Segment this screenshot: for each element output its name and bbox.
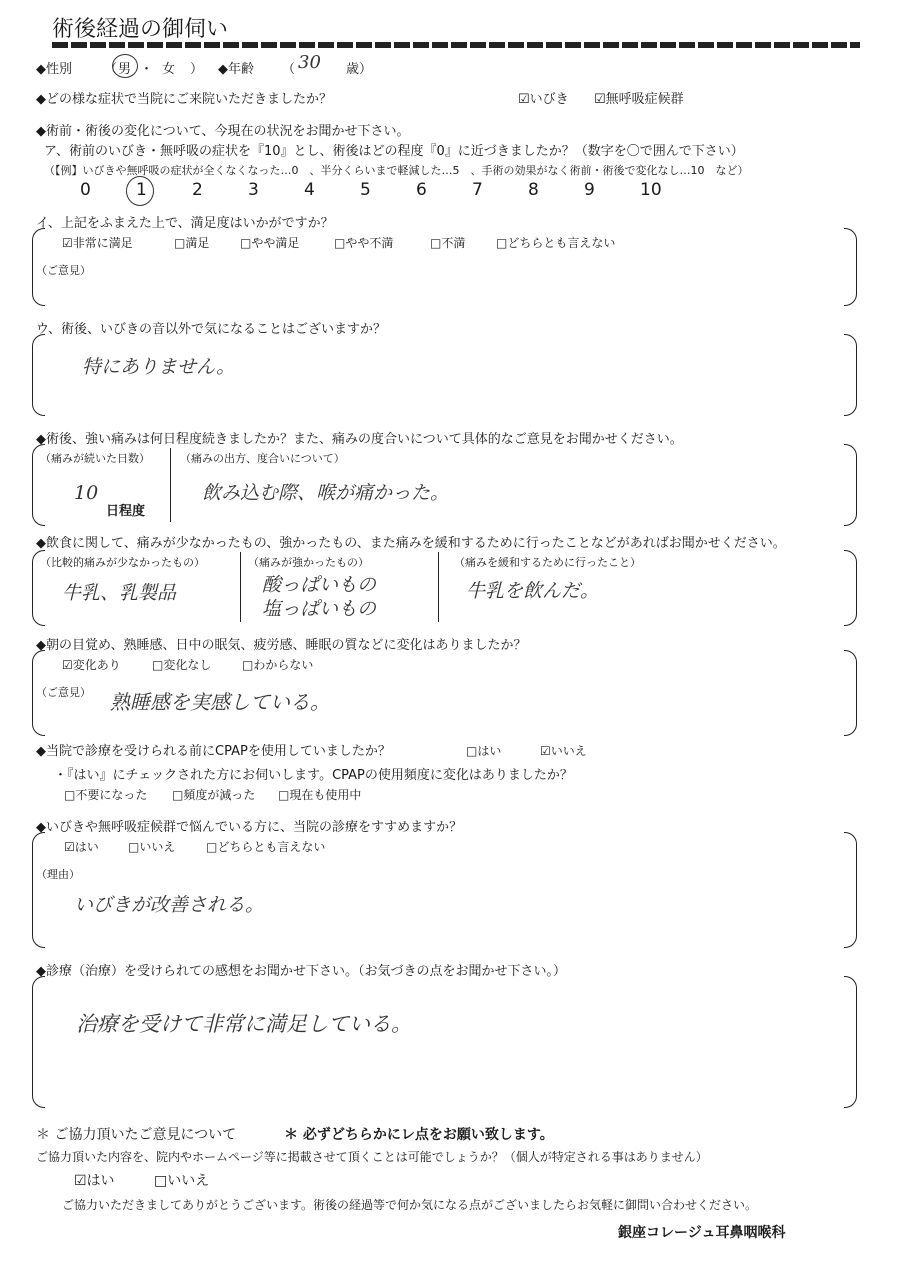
impression-answer[interactable]: 治療を受けて非常に満足している。 <box>76 1012 412 1036</box>
concern-question: ウ、術後、いびきの音以外で気になることはございますか？ <box>36 322 386 337</box>
recommend-option-no[interactable]: □いいえ <box>128 840 176 854</box>
clinic-name: 銀座コレージュ耳鼻咽喉科 <box>618 1225 786 1241</box>
cpap-sub-question: ・『はい』にチェックされた方にお伺いします。CPAPの使用頻度に変化はありましたか？ <box>54 768 573 783</box>
age-value[interactable]: 30 <box>298 52 321 73</box>
impression-bracket-left <box>32 976 45 1108</box>
recommend-option-yes[interactable]: ☑はい <box>64 840 99 854</box>
concern-answer[interactable]: 特にありません。 <box>82 356 236 378</box>
pain-days-unit: 日程度 <box>106 504 146 519</box>
footer-note-left: ＊ ご協力頂いたご意見について <box>36 1127 237 1143</box>
change-example: （【例】いびきや無呼吸の症状が全くなくなった…0 、半分くらいまで軽減した…5 、手術の効果がなく術前・術後で変化なし…10 など） <box>44 164 749 177</box>
satisfaction-question: イ、上記をふまえた上で、満足度はいかがですか？ <box>36 216 334 231</box>
symptom-option-snoring[interactable]: ☑いびき <box>518 92 569 107</box>
symptom-option-apnea[interactable]: ☑無呼吸症候群 <box>594 92 684 107</box>
food-question: ◆飲食に関して、痛みが少なかったもの、強かったもの、また痛みを緩和するために行ったことなどがあればお聞かせください。 <box>36 536 786 551</box>
change-header: ◆術前・術後の変化について、今現在の状況をお聞かせ下さい。 <box>36 124 410 139</box>
morning-option-nochange[interactable]: □変化なし <box>152 658 212 672</box>
morning-opinion-label: （ご意見） <box>36 686 91 699</box>
morning-question: ◆朝の目覚め、熟睡感、日中の眠気、疲労感、睡眠の質などに変化はありましたか？ <box>36 638 527 653</box>
footer-thanks: ご協力いただきましてありがとうございます。術後の経過等で何か気になる点がございましたらお気軽に御問い合わせください。 <box>62 1198 758 1212</box>
gender-dot: ・ <box>140 62 154 77</box>
satisfaction-option-neither[interactable]: □どちらとも言えない <box>496 236 616 250</box>
footer-question: ご協力頂いた内容を、院内やホームページ等に掲載させて頂くことは可能でしょうか？（個人が特定される事はありません） <box>36 1150 708 1164</box>
impression-bracket-right <box>844 976 857 1108</box>
change-scale <box>80 180 696 200</box>
food-col2-answer-1[interactable]: 酸っぱいもの <box>262 574 377 596</box>
recommend-bracket-left <box>32 832 45 948</box>
symptom-question: ◆どの様な症状で当院にご来院いただきましたか？ <box>36 92 332 107</box>
footer-option-no[interactable]: □いいえ <box>154 1173 210 1189</box>
pain-days-value[interactable]: 10 <box>74 482 99 504</box>
page-title: 術後経過の御伺い <box>52 17 229 42</box>
scale-4[interactable]: 4 <box>304 180 315 200</box>
recommend-reason-label: （理由） <box>36 868 80 881</box>
scale-1[interactable]: 1 <box>136 180 147 200</box>
cpap-sub-option-less[interactable]: □頻度が減った <box>172 788 256 802</box>
morning-option-changed[interactable]: ☑変化あり <box>62 658 121 672</box>
satisfaction-bracket-right <box>844 228 857 306</box>
recommend-option-neither[interactable]: □どちらとも言えない <box>206 840 326 854</box>
scale-3[interactable]: 3 <box>248 180 259 200</box>
scale-6[interactable]: 6 <box>416 180 427 200</box>
morning-option-unknown[interactable]: □わからない <box>242 658 314 672</box>
title-rule <box>52 42 860 48</box>
satisfaction-option-satisfied[interactable]: □満足 <box>174 236 210 250</box>
food-col1-label: （比較的痛みが少なかったもの） <box>40 556 205 569</box>
morning-bracket-right <box>844 650 857 736</box>
pain-divider <box>170 448 171 522</box>
satisfaction-option-dis[interactable]: □不満 <box>430 236 466 250</box>
pain-degree-label: （痛みの出方、度合いについて） <box>180 452 345 465</box>
food-col2-answer-2[interactable]: 塩っぱいもの <box>262 598 377 620</box>
cpap-sub-option-current[interactable]: □現在も使用中 <box>278 788 362 802</box>
concern-bracket-right <box>844 334 857 416</box>
recommend-answer[interactable]: いびきが改善される。 <box>74 894 265 916</box>
pain-question: ◆術後、強い痛みは何日程度続きましたか？また、痛みの度合いについて具体的なご意見をお聞かせください。 <box>36 432 683 447</box>
scale-0[interactable]: 0 <box>80 180 91 200</box>
satisfaction-option-somewhat-dis[interactable]: □やや不満 <box>334 236 394 250</box>
concern-bracket-left <box>32 334 45 416</box>
age-paren-open: （ <box>282 62 296 77</box>
pain-bracket-right <box>844 444 857 526</box>
food-divider-1 <box>240 552 241 622</box>
gender-male-circle <box>112 54 138 78</box>
satisfaction-option-somewhat[interactable]: □やや満足 <box>240 236 300 250</box>
gender-female[interactable]: 女 <box>162 62 176 77</box>
food-bracket-right <box>844 550 857 626</box>
cpap-option-no[interactable]: ☑いいえ <box>540 744 587 758</box>
recommend-question: ◆いびきや無呼吸症候群で悩んでいる方に、当院の診療をすすめますか？ <box>36 820 463 835</box>
scale-2[interactable]: 2 <box>192 180 203 200</box>
footer-note-right: ＊ 必ずどちらかにレ点をお願い致します。 <box>284 1127 554 1143</box>
food-divider-2 <box>438 552 439 622</box>
scale-selected-circle <box>126 176 154 206</box>
cpap-sub-option-unneeded[interactable]: □不要になった <box>64 788 148 802</box>
scale-5[interactable]: 5 <box>360 180 371 200</box>
scale-8[interactable]: 8 <box>528 180 539 200</box>
satisfaction-option-very[interactable]: ☑非常に満足 <box>62 236 133 250</box>
scale-10[interactable]: 10 <box>640 180 662 200</box>
recommend-bracket-right <box>844 832 857 948</box>
satisfaction-opinion-label: （ご意見） <box>36 264 91 277</box>
pain-degree-answer[interactable]: 飲み込む際、喉が痛かった。 <box>202 482 450 504</box>
scale-7[interactable]: 7 <box>472 180 483 200</box>
impression-question: ◆診療（治療）を受けられての感想をお聞かせ下さい。（お気づきの点をお聞かせ下さい。） <box>36 964 566 979</box>
gender-male[interactable]: 男 <box>118 62 132 77</box>
food-col1-answer[interactable]: 牛乳、乳製品 <box>62 582 177 604</box>
change-sub-a: ア、術前のいびき・無呼吸の症状を『10』とし、術後はどの程度『0』に近づきましたか？（数字を〇で囲んで下さい） <box>44 144 744 159</box>
cpap-question: ◆当院で診療を受けられる前にCPAPを使用していましたか？ <box>36 744 391 759</box>
cpap-option-yes[interactable]: □はい <box>466 744 502 758</box>
pain-days-label: （痛みが続いた日数） <box>40 452 150 465</box>
gender-label: ◆性別 <box>36 62 72 77</box>
food-col2-label: （痛みが強かったもの） <box>248 556 369 569</box>
morning-answer[interactable]: 熟睡感を実感している。 <box>110 690 330 714</box>
age-label: ◆年齢 <box>218 62 254 77</box>
food-col3-answer[interactable]: 牛乳を飲んだ。 <box>466 580 600 602</box>
food-col3-label: （痛みを緩和するために行ったこと） <box>454 556 641 569</box>
gender-paren-open: （ <box>104 62 118 77</box>
age-unit: 歳） <box>346 62 373 77</box>
gender-paren-close: ） <box>190 62 204 77</box>
footer-option-yes[interactable]: ☑はい <box>74 1173 115 1189</box>
scale-9[interactable]: 9 <box>584 180 595 200</box>
